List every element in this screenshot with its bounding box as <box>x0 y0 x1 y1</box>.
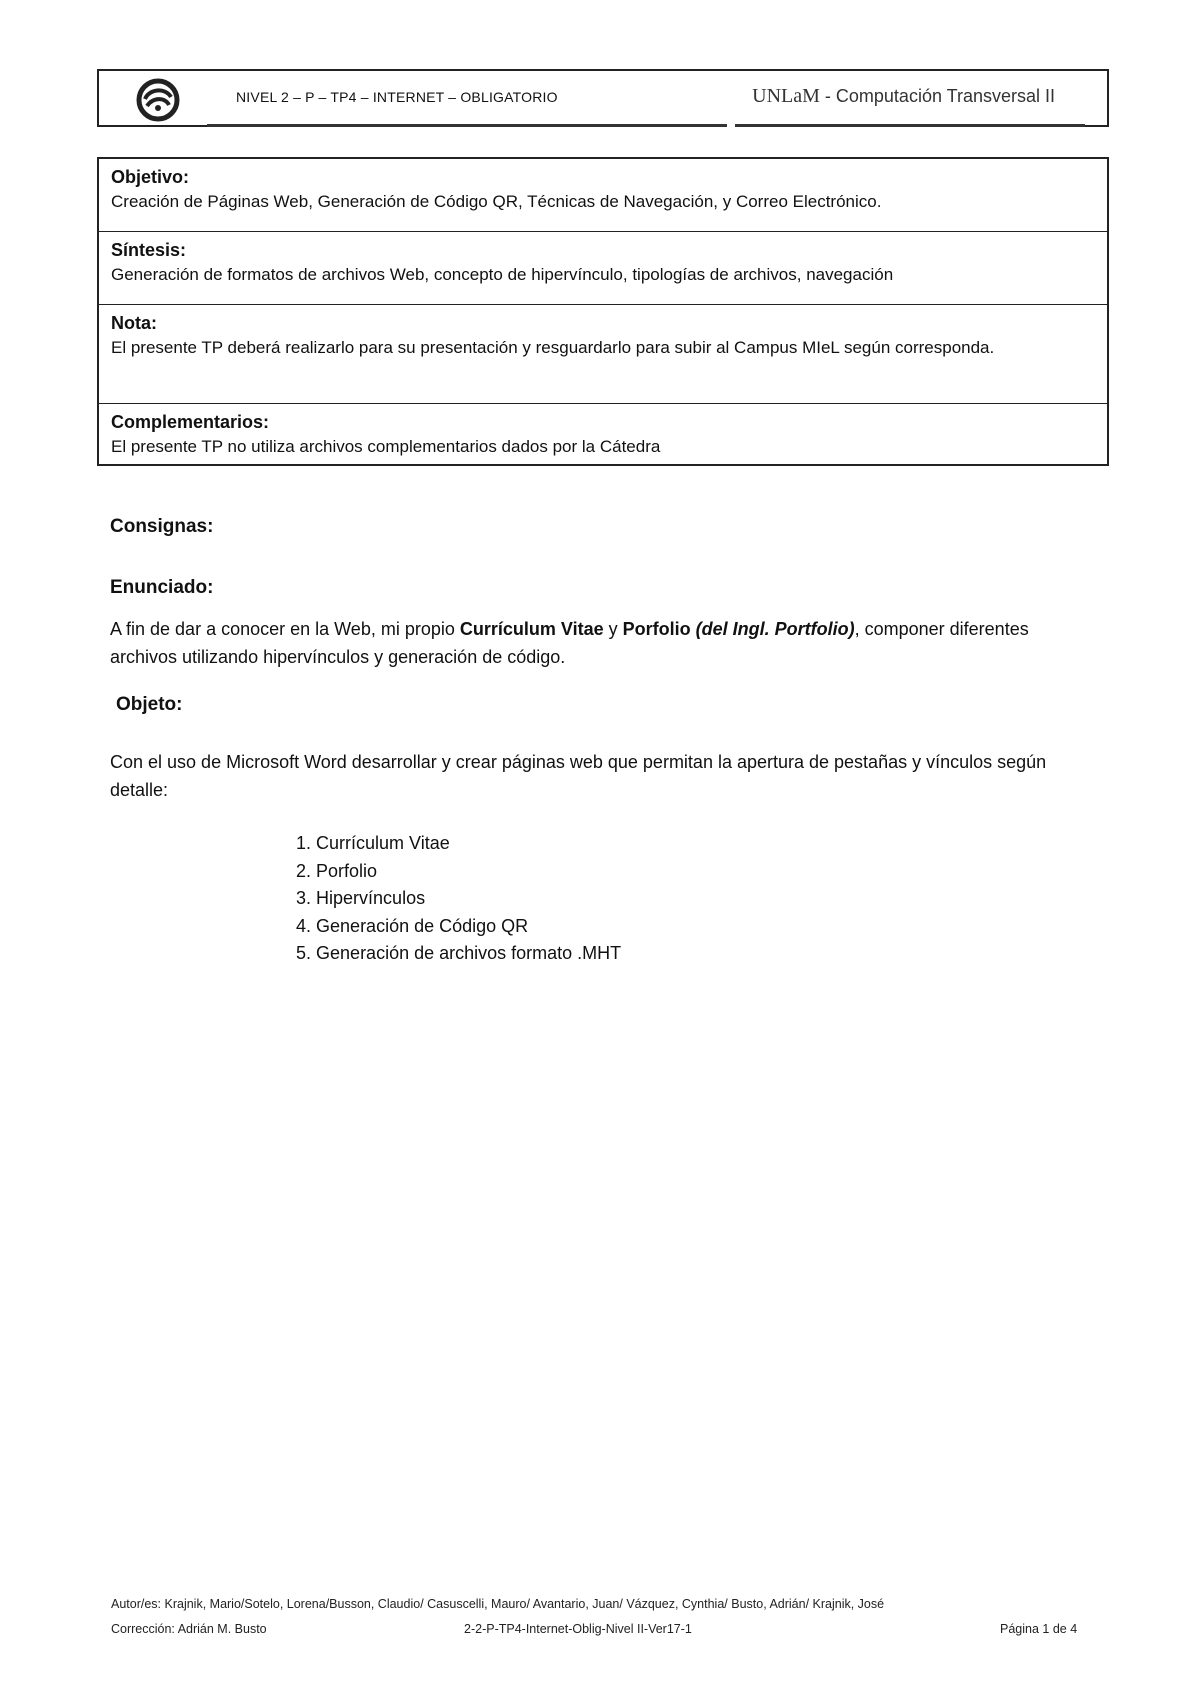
footer-correction: Corrección: Adrián M. Busto <box>111 1622 267 1636</box>
sintesis-text: Generación de formatos de archivos Web, concepto de hipervínculo, tipologías de archivos, navegación <box>111 265 894 284</box>
list-item: 3. Hipervínculos <box>296 888 426 908</box>
complementarios-section <box>99 404 1107 464</box>
objetivo-text: Creación de Páginas Web, Generación de Código QR, Técnicas de Navegación, y Correo Electrónico. <box>111 192 882 211</box>
objetivo-title: Objetivo: <box>111 167 190 187</box>
nota-text: El presente TP deberá realizarlo para su presentación y resguardarlo para subir al Campus MIeL según corresponda. <box>111 338 995 357</box>
objetivo-section <box>99 159 1107 232</box>
list-item: 2. Porfolio <box>296 860 378 881</box>
list-item: 4. Generación de Código QR <box>296 915 529 936</box>
header-underline <box>207 124 1085 127</box>
list-item: 1. Currículum Vitae <box>296 833 450 853</box>
nota-section <box>99 305 1107 404</box>
portfolio-translation: (del Ingl. Portfolio) <box>695 619 855 639</box>
sintesis-section <box>99 232 1107 305</box>
nota-title: Nota: <box>111 313 157 333</box>
porfolio-emphasis: Porfolio <box>622 619 691 639</box>
brand-subtitle: - Computación Transversal II <box>819 86 1055 106</box>
level-label: NIVEL 2 – P – TP4 – INTERNET – OBLIGATORIO <box>236 89 558 105</box>
complementarios-title: Complementarios: <box>111 412 270 432</box>
consignas-heading: Consignas: <box>110 516 214 537</box>
enunciado-heading: Enunciado: <box>110 577 214 598</box>
brand-name: UNLaM <box>752 85 820 107</box>
cv-emphasis: Currículum Vitae <box>459 619 604 639</box>
info-table <box>97 157 1109 466</box>
footer-doc-code: 2-2-P-TP4-Internet-Oblig-Nivel II-Ver17-1 <box>464 1622 692 1636</box>
brand-title <box>752 85 1055 108</box>
university-logo-icon <box>135 77 181 123</box>
footer-page-number: Página 1 de 4 <box>1000 1622 1078 1636</box>
complementarios-text: El presente TP no utiliza archivos complementarios dados por la Cátedra <box>111 437 661 456</box>
tasks-list <box>296 830 621 968</box>
enunciado-paragraph: A fin de dar a conocer en la Web, mi propio Currículum Vitae y Porfolio (del Ingl. Portfolio), componer diferentes archivos utilizando hipervínculos y generación de código. <box>110 619 1029 667</box>
document-header <box>97 69 1109 127</box>
objeto-paragraph: Con el uso de Microsoft Word desarrollar y crear páginas web que permitan la apertura de pestañas y vínculos según detalle: <box>110 752 1047 800</box>
objeto-heading: Objeto: <box>116 694 183 715</box>
sintesis-title: Síntesis: <box>111 240 187 260</box>
list-item: 5. Generación de archivos formato .MHT <box>296 943 622 963</box>
footer-authors: Autor/es: Krajnik, Mario/Sotelo, Lorena/Busson, Claudio/ Casuscelli, Mauro/ Avantario, Juan/ Vázquez, Cynthia/ Busto, Adrián/ Krajnik, José <box>111 1597 885 1611</box>
